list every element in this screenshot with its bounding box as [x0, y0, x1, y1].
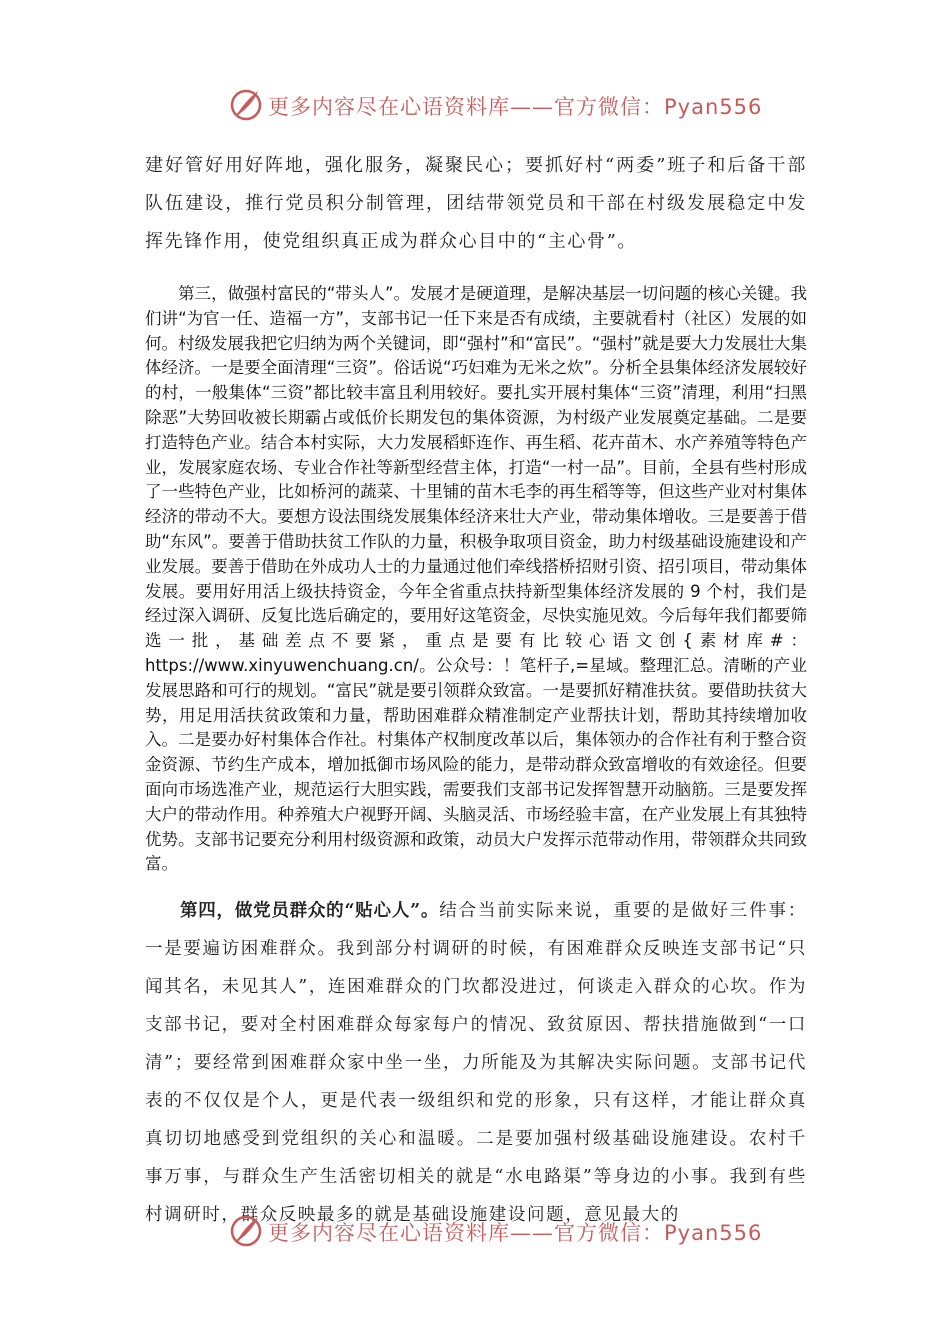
- paragraph-1: 建好管好用好阵地，强化服务，凝聚民心；要抓好村“两委”班子和后备干部队伍建设，推行党员积分制管理，团结带领党员和干部在村级发展稳定中发挥先锋作用，使党组织真正成为群众心目中的“主心骨”。: [145, 155, 807, 252]
- paragraph-3-lead: 第四，做党员群众的“贴心人”。: [180, 901, 440, 921]
- banner-text: [268, 1217, 762, 1247]
- banner-label: 更多内容尽在心语资料库——官方微信：: [268, 95, 664, 119]
- quill-pen-logo-icon: [228, 1212, 264, 1248]
- wechat-id: Pyan556: [664, 1221, 763, 1245]
- footer-banner: [0, 1208, 950, 1252]
- quill-pen-logo-icon: [228, 86, 264, 122]
- paragraph-2: 第三，做强村富民的“带头人”。发展才是硬道理，是解决基层一切问题的核心关键。我们讲“为官一任、造福一方”，支部书记一任下来是否有成绩，主要就看村（社区）发展的如何。村级发展我把它归纳为两个关键词，即“强村”和“富民”。“强村”就是要大力发展壮大集体经济。一是要全面清理“三资”。俗话说“巧妇难为无米之炊”。分析全县集体经济发展较好的村，一般集体“三资”都比较丰富且利用较好。要扎实开展村集体“三资”清理，利用“扫黑除恶”大势回收被长期霸占或低价长期发包的集体资源，为村级产业发展奠定基础。二是要打造特色产业。结合本村实际，大力发展稻虾连作、再生稻、花卉苗木、水产养殖等特色产业，发展家庭农场、专业合作社等新型经营主体，打造“一村一品”。目前，全县有些村形成了一些特色产业，比如桥河的蔬菜、十里铺的苗木毛李的再生稻等等，但这些产业对村集体经济的带动不大。要想方设法围绕发展集体经济来壮大产业，带动集体增收。三是要善于借助“东风”。要善于借助扶贫工作队的力量，积极争取项目资金，助力村级基础设施建设和产业发展。要善于借助在外成功人士的力量通过他们牵线搭桥招财引资、招引项目，带动集体发展。要用好用活上级扶持资金，今年全省重点扶持新型集体经济发展的 9 个村，我们是经过深入调研、反复比选后确定的，要用好这笔资金，尽快实施见效。今后每年我们都要筛选一批，基础差点不要紧，重点是要有比较心语文创{素材库#：https://www.xinyuwenchuang.cn/。公众号：！笔杆子,=星域。整理汇总。清晰的产业发展思路和可行的规划。“富民”就是要引领群众致富。一是要抓好精准扶贫。要借助扶贫大势，用足用活扶贫政策和力量，帮助困难群众精准制定产业帮扶计划，帮助其持续增加收入。二是要办好村集体合作社。村集体产权制度改革以后，集体领办的合作社有利于整合资金资源、节约生产成本，增加抵御市场风险的能力，是带动群众致富增收的有效途径。但要面向市场选准产业，规范运行大胆实践，需要我们支部书记发挥智慧开动脑筋。三是要发挥大户的带动作用。种养殖大户视野开阔、头脑灵活、市场经验丰富，在产业发展上有其独特优势。支部书记要充分利用村级资源和政策，动员大户发挥示范带动作用，带领群众共同致富。: [145, 284, 807, 874]
- banner-label: 更多内容尽在心语资料库——官方微信：: [268, 1221, 664, 1245]
- banner-text: [268, 91, 762, 121]
- paragraph-3-body: 结合当前实际来说，重要的是做好三件事：一是要遍访困难群众。我到部分村调研的时候，有困难群众反映连支部书记“只闻其名，未见其人”，连困难群众的门坎都没进过，何谈走入群众的心坎。作为支部书记，要对全村困难群众每家每户的情况、致贫原因、帮扶措施做到“一口清”；要经常到困难群众家中坐一坐，力所能及为其解决实际问题。支部书记代表的不仅仅是个人，更是代表一级组织和党的形象，只有这样，才能让群众真真切切地感受到党组织的关心和温暖。二是要加强村级基础设施建设。农村千事万事，与群众生产生活密切相关的就是“水电路渠”等身边的小事。我到有些村调研时，群众反映最多的就是基础设施建设问题，意见最大的: [145, 901, 807, 1225]
- paragraph-3: [145, 892, 807, 1234]
- header-banner: [0, 82, 950, 126]
- wechat-id: Pyan556: [664, 95, 763, 119]
